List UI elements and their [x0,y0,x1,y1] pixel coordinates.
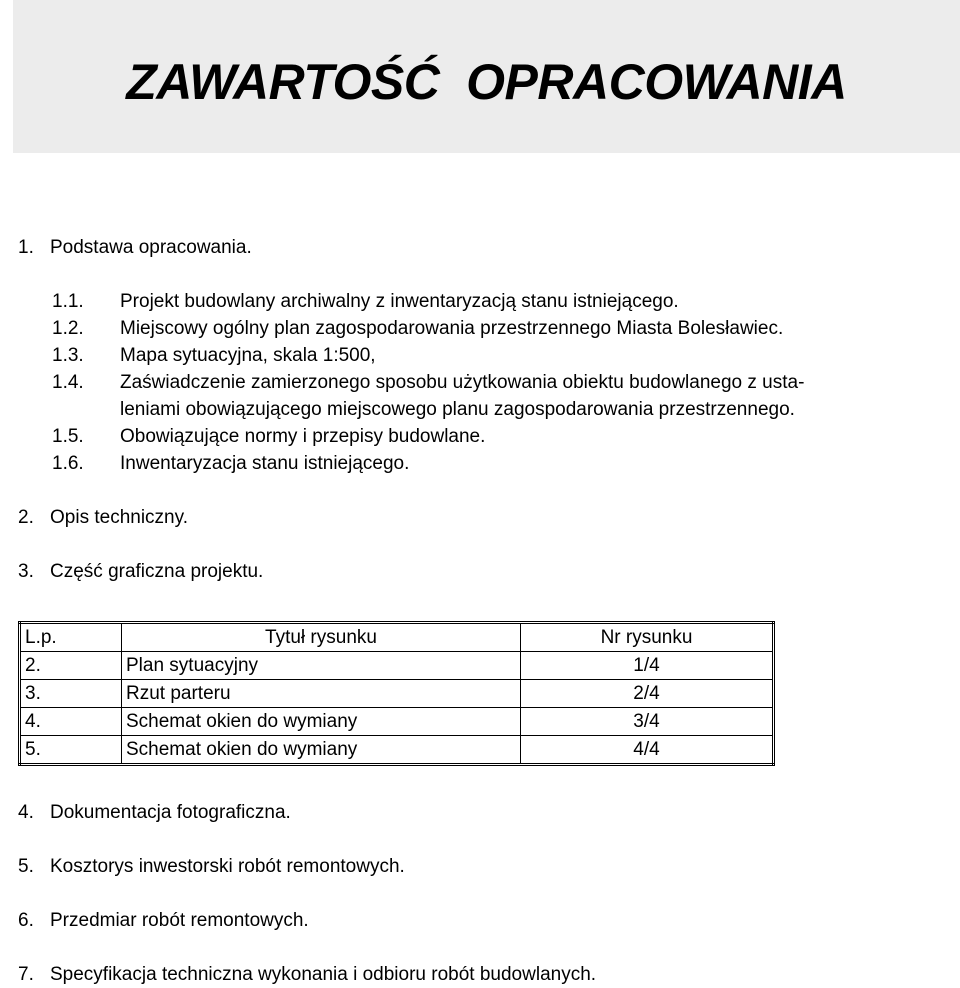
section-text: Dokumentacja fotograficzna. [50,802,291,823]
subsection-number: 1.4. [52,372,84,393]
subsection-text: Zaświadczenie zamierzonego sposobu użytkowania obiektu budowlanego z usta- [120,372,805,393]
subsection-text-continuation: leniami obowiązującego miejscowego planu zagospodarowania przestrzennego. [120,399,795,420]
subsection-text: Inwentaryzacja stanu istniejącego. [120,453,410,474]
cell-title: Schemat okien do wymiany [122,736,521,765]
subsection-number: 1.5. [52,426,84,447]
section-number: 2. [18,507,34,528]
cell-lp: 3. [20,680,122,708]
cell-nr: 1/4 [521,652,774,680]
title-banner [13,0,960,153]
table-row [20,736,774,765]
page-title: ZAWARTOŚĆ OPRACOWANIA [126,54,847,110]
subsection-text: Miejscowy ogólny plan zagospodarowania przestrzennego Miasta Bolesławiec. [120,318,784,339]
section-text: Kosztorys inwestorski robót remontowych. [50,856,405,877]
cell-lp: 5. [20,736,122,765]
subsection-number: 1.6. [52,453,84,474]
table-row [20,652,774,680]
subsection-1-4-continuation [120,399,795,421]
cell-nr: 4/4 [521,736,774,765]
section-number: 5. [18,856,34,877]
cell-nr: 3/4 [521,708,774,736]
section-text: Podstawa opracowania. [50,237,252,258]
cell-title: Schemat okien do wymiany [122,708,521,736]
subsection-number: 1.1. [52,291,84,312]
cell-nr: 2/4 [521,680,774,708]
drawings-table [18,621,775,766]
section-text: Część graficzna projektu. [50,561,264,582]
header-title: Tytuł rysunku [122,623,521,652]
section-number: 1. [18,237,34,258]
subsection-text: Mapa sytuacyjna, skala 1:500, [120,345,376,366]
subsection-text: Obowiązujące normy i przepisy budowlane. [120,426,486,447]
subsection-number: 1.2. [52,318,84,339]
section-text: Przedmiar robót remontowych. [50,910,309,931]
header-lp: L.p. [20,623,122,652]
section-text: Specyfikacja techniczna wykonania i odbioru robót budowlanych. [50,964,597,985]
header-nr: Nr rysunku [521,623,774,652]
cell-title: Rzut parteru [122,680,521,708]
cell-lp: 2. [20,652,122,680]
subsection-text: Projekt budowlany archiwalny z inwentaryzacją stanu istniejącego. [120,291,679,312]
section-number: 3. [18,561,34,582]
table-row [20,708,774,736]
section-text: Opis techniczny. [50,507,188,528]
cell-title: Plan sytuacyjny [122,652,521,680]
section-number: 4. [18,802,34,823]
cell-lp: 4. [20,708,122,736]
table-header-row [20,623,774,652]
section-number: 6. [18,910,34,931]
subsection-number: 1.3. [52,345,84,366]
table-row [20,680,774,708]
section-number: 7. [18,964,34,985]
